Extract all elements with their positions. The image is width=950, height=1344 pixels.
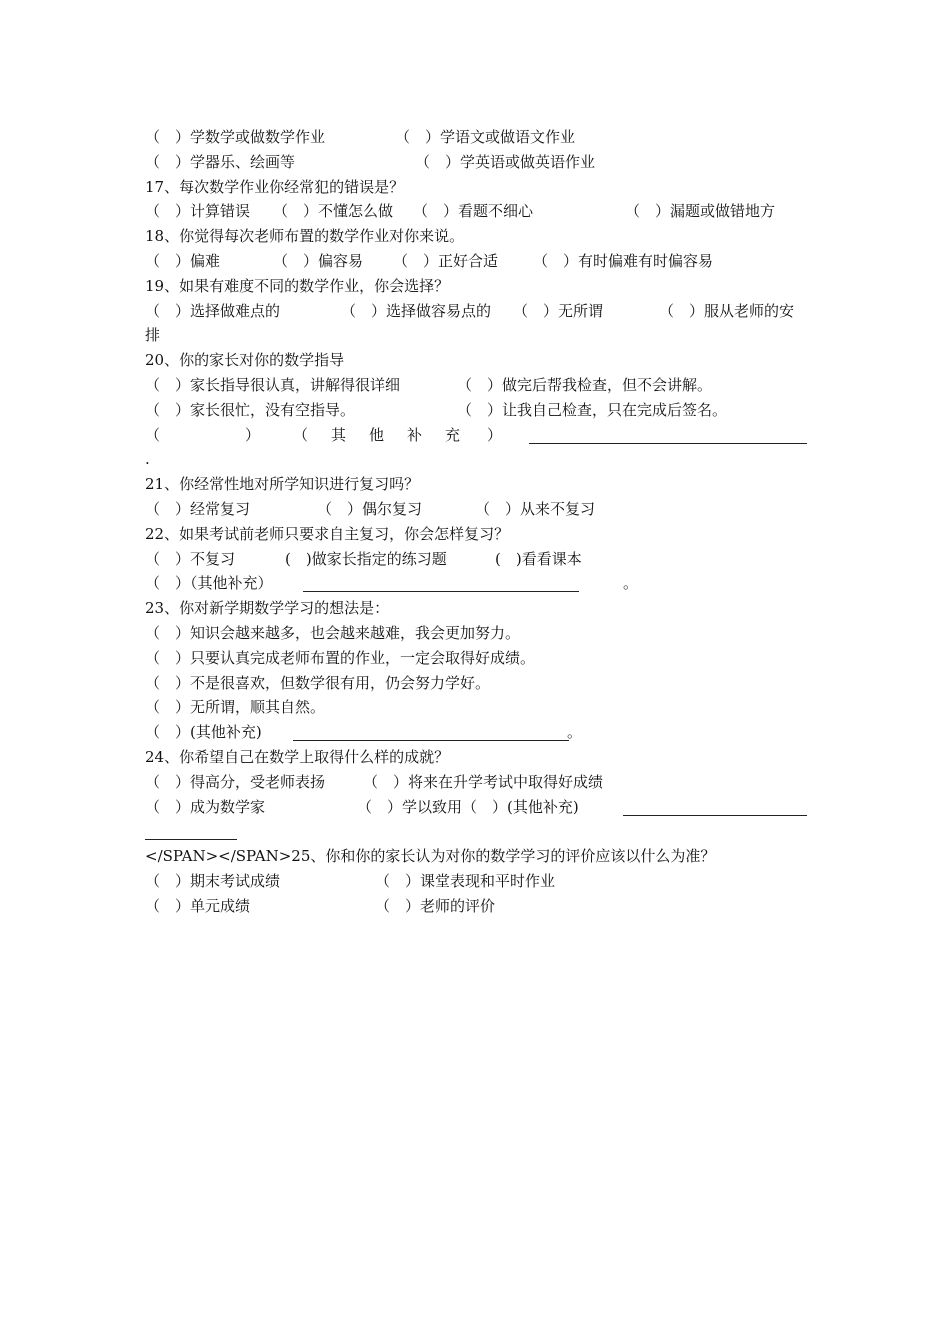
line-text: （ ）从来不复习 xyxy=(475,499,596,518)
line-text: 22、如果考试前老师只要求自主复习，你会怎样复习？ xyxy=(145,524,510,543)
line-text: 他 xyxy=(369,425,385,444)
line-text: （ ）漏题或做错地方 xyxy=(625,202,776,221)
text-line xyxy=(145,547,810,572)
text-line xyxy=(145,423,810,448)
line-text: （ ）(其他补充) xyxy=(145,723,262,742)
line-text: （ ）期末考试成绩 xyxy=(145,871,281,890)
text-line xyxy=(145,795,810,820)
line-text: 排 xyxy=(145,326,161,345)
text-line xyxy=(145,398,810,423)
line-text: （ ）计算错误 xyxy=(145,202,251,221)
line-text: （ ）选择做难点的 xyxy=(145,301,281,320)
line-text: 其 xyxy=(331,425,347,444)
line-text: （ xyxy=(293,425,309,444)
line-text: 补 xyxy=(407,425,423,444)
line-text: （ ）家长指导很认真，讲解得很详细 xyxy=(145,375,401,394)
text-line xyxy=(145,571,810,596)
line-text: 21、你经常性地对所学知识进行复习吗？ xyxy=(145,475,420,494)
text-line xyxy=(145,819,810,844)
text-line xyxy=(145,125,810,150)
line-text: （ ）选择做容易点的 xyxy=(341,301,492,320)
text-line xyxy=(145,844,810,869)
line-text: （ ）做完后帮我检查，但不会讲解。 xyxy=(457,375,713,394)
line-text: （ ）成为数学家 xyxy=(145,797,266,816)
text-line xyxy=(145,497,810,522)
text-line xyxy=(145,770,810,795)
line-text: （ ）偏难 xyxy=(145,251,221,270)
text-line xyxy=(145,894,810,919)
line-text: （ ）家长很忙，没有空指导。 xyxy=(145,400,356,419)
line-text: </SPAN></SPAN>25、你和你的家长认为对你的数学学习的评价应该以什么为准？ xyxy=(145,847,716,866)
line-text: （ ）不复习 xyxy=(145,549,236,568)
line-text: 18、你觉得每次老师布置的数学作业对你来说。 xyxy=(145,227,465,246)
line-text: （ xyxy=(145,425,161,444)
line-text: （ ）不懂怎么做 xyxy=(273,202,394,221)
text-line xyxy=(145,299,810,324)
line-text: （ ）看题不细心 xyxy=(413,202,534,221)
question-heading xyxy=(145,596,810,621)
line-text: 23、你对新学期数学学习的想法是： xyxy=(145,599,390,618)
answer-blank-line xyxy=(623,797,807,816)
question-heading xyxy=(145,348,810,373)
line-text: （ ）让我自己检查，只在完成后签名。 xyxy=(457,400,728,419)
line-text: （ ）知识会越来越多，也会越来越难，我会更加努力。 xyxy=(145,623,521,642)
line-text: （ ）单元成绩 xyxy=(145,896,251,915)
line-text: （ ）（其他补充） xyxy=(145,574,273,593)
line-text: （ ）只要认真完成老师布置的作业，一定会取得好成绩。 xyxy=(145,648,536,667)
line-text: 17、每次数学作业你经常犯的错误是？ xyxy=(145,177,405,196)
line-text: （ ）学数学或做数学作业 xyxy=(145,128,326,146)
question-heading xyxy=(145,472,810,497)
question-heading xyxy=(145,522,810,547)
text-line xyxy=(145,621,810,646)
text-line xyxy=(145,695,810,720)
line-text: （ ）服从老师的安 xyxy=(659,301,795,320)
text-line xyxy=(145,447,810,472)
line-text: （ ）学器乐、绘画等 xyxy=(145,152,296,171)
line-text: （ ）学语文或做语文作业 xyxy=(395,128,576,146)
line-text: ） xyxy=(245,425,261,444)
line-text: 24、你希望自己在数学上取得什么样的成就？ xyxy=(145,747,450,766)
text-line xyxy=(145,646,810,671)
line-text: 。 xyxy=(623,574,639,593)
line-text: （ ）偶尔复习 xyxy=(317,499,423,518)
answer-blank-line xyxy=(145,821,237,840)
question-heading xyxy=(145,745,810,770)
line-text: （ ）偏容易 xyxy=(273,251,364,270)
line-text: 。 xyxy=(567,723,583,742)
text-line xyxy=(145,150,810,175)
line-text: （ ）无所谓，顺其自然。 xyxy=(145,698,326,717)
line-text: . xyxy=(145,450,150,469)
line-text: 20、你的家长对你的数学指导 xyxy=(145,351,345,370)
line-text: （ ）课堂表现和平时作业 xyxy=(375,871,556,890)
text-line xyxy=(145,720,810,745)
answer-blank-line xyxy=(529,425,807,444)
line-text: （ ）得高分，受老师表扬 xyxy=(145,772,326,791)
line-text: （ ）经常复习 xyxy=(145,499,251,518)
line-text: ( )看看课本 xyxy=(495,549,582,568)
text-line xyxy=(145,869,810,894)
text-line xyxy=(145,671,810,696)
line-text: （ ）学英语或做英语作业 xyxy=(415,152,596,171)
answer-blank-line xyxy=(303,573,579,592)
line-text: （ ）无所谓 xyxy=(513,301,604,320)
line-text: （ ）有时偏难有时偏容易 xyxy=(533,251,714,270)
text-line xyxy=(145,373,810,398)
question-heading xyxy=(145,175,810,200)
question-heading xyxy=(145,274,810,299)
text-line xyxy=(145,323,810,348)
question-heading xyxy=(145,224,810,249)
line-text: （ ）不是很喜欢，但数学很有用，仍会努力学好。 xyxy=(145,673,491,692)
text-line xyxy=(145,199,810,224)
line-text: （ ）正好合适 xyxy=(393,251,499,270)
line-text: 充 xyxy=(445,425,461,444)
answer-blank-line xyxy=(293,722,569,741)
line-text: （ ）将来在升学考试中取得好成绩 xyxy=(363,772,604,791)
line-text: ( )做家长指定的练习题 xyxy=(285,549,447,568)
line-text: （ ）老师的评价 xyxy=(375,896,496,915)
document-page xyxy=(145,125,810,919)
text-line xyxy=(145,249,810,274)
line-text: （ ）学以致用（ ）(其他补充) xyxy=(357,797,579,816)
line-text: 19、如果有难度不同的数学作业，你会选择？ xyxy=(145,276,450,295)
line-text: ） xyxy=(487,425,503,444)
